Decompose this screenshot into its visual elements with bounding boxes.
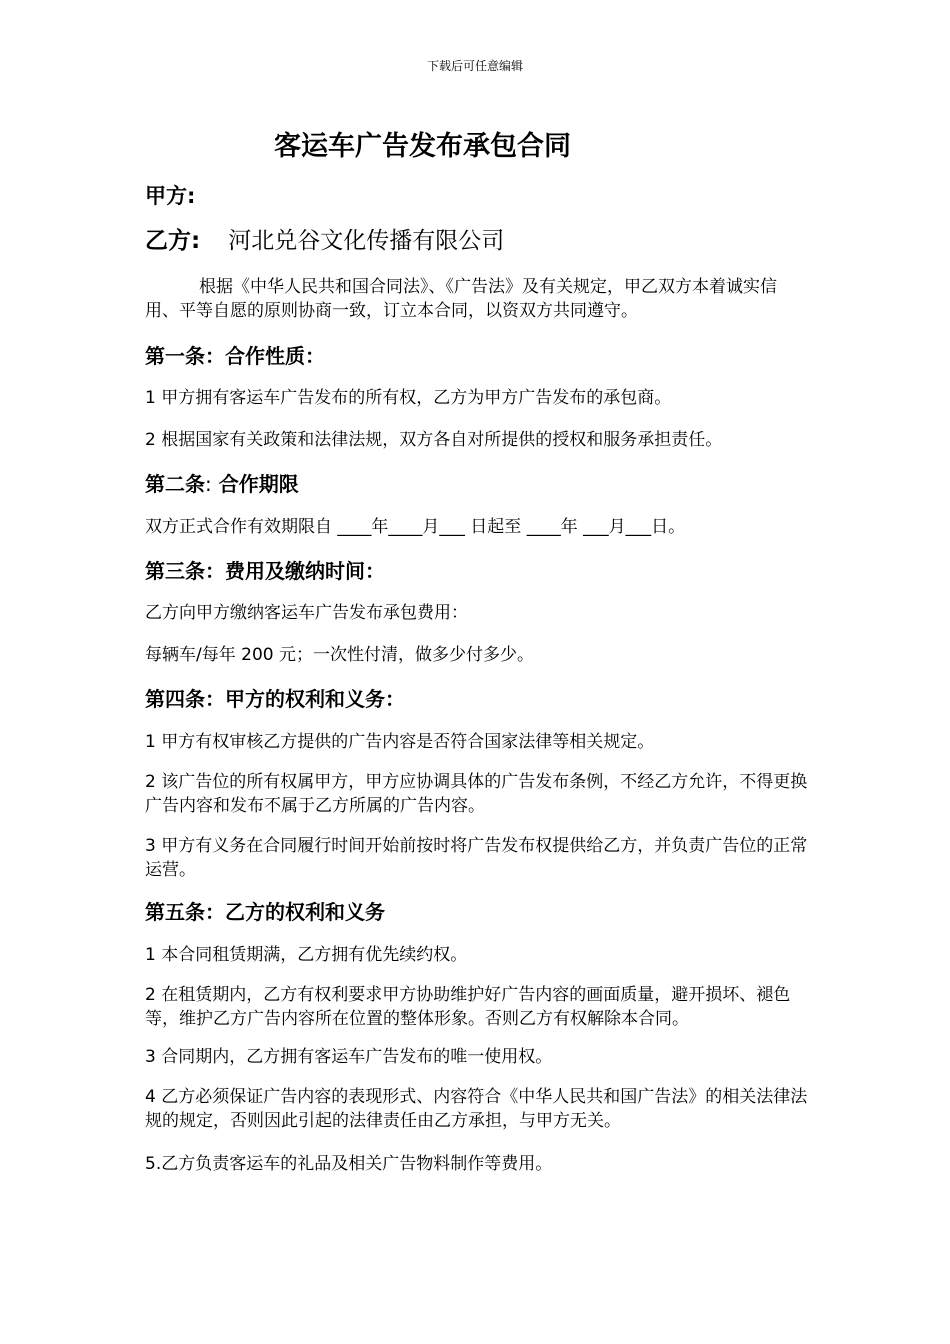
- article-5-item-4: 4 乙方必须保证广告内容的表现形式、内容符合《中华人民共和国广告法》的相关法律法规的规定，否则因此引起的法律责任由乙方承担，与甲方无关。: [145, 1087, 808, 1131]
- article-3-item-1: 乙方向甲方缴纳客运车广告发布承包费用：: [145, 603, 468, 623]
- article-2-heading: [145, 470, 810, 498]
- article-4-item-2: 2 该广告位的所有权属甲方，甲方应协调具体的广告发布条例，不经乙方允许，不得更换广告内容和发布不属于乙方所属的广告内容。: [145, 772, 808, 816]
- document-title: 客运车广告发布承包合同: [274, 131, 571, 162]
- article-1-item-2: 2 根据国家有关政策和法律法规，双方各自对所提供的授权和服务承担责任。: [145, 430, 723, 450]
- party-b-name: 河北兑谷文化传播有限公司: [228, 228, 505, 254]
- party-b-label: 乙方:: [145, 228, 201, 254]
- article-2-heading-title: 合作期限: [218, 472, 299, 496]
- article-5-item-2: 2 在租赁期内，乙方有权利要求甲方协助维护好广告内容的画面质量，避开损坏、褪色等，维护乙方广告内容所在位置的整体形象。否则乙方有权解除本合同。: [145, 985, 791, 1029]
- party-b-line: [145, 226, 810, 256]
- party-a-line: [145, 182, 810, 210]
- article-5-item-5: 5.乙方负责客运车的礼品及相关广告物料制作等费用。: [145, 1154, 553, 1174]
- article-2-term-text: 双方正式合作有效期限自 ____年____月___ 日起至 ____年 ___月___日。: [145, 517, 686, 537]
- article-1-item-1: 1 甲方拥有客运车广告发布的所有权，乙方为甲方广告发布的承包商。: [145, 388, 672, 408]
- article-3-item-2: 每辆车/每年 200 元；一次性付清，做多少付多少。: [145, 645, 534, 665]
- party-a-label: 甲方:: [145, 184, 196, 208]
- article-1-heading: 第一条：合作性质：: [145, 344, 325, 368]
- article-4-heading: 第四条：甲方的权利和义务：: [145, 687, 405, 711]
- article-5-heading: 第五条：乙方的权利和义务: [145, 900, 385, 924]
- article-5-item-1: 1 本合同租赁期满，乙方拥有优先续约权。: [145, 945, 468, 965]
- preamble-paragraph: 根据《中华人民共和国合同法》、《广告法》及有关规定，甲乙双方本着诚实信用、平等自愿的原则协商一致，订立本合同，以资双方共同遵守。: [145, 277, 777, 321]
- article-2-heading-colon: :: [205, 472, 212, 496]
- article-4-item-1: 1 甲方有权审核乙方提供的广告内容是否符合国家法律等相关规定。: [145, 732, 655, 752]
- article-4-item-3: 3 甲方有义务在合同履行时间开始前按时将广告发布权提供给乙方，并负责广告位的正常运营。: [145, 836, 808, 880]
- article-3-heading: 第三条：费用及缴纳时间：: [145, 559, 385, 583]
- article-5-item-3: 3 合同期内，乙方拥有客运车广告发布的唯一使用权。: [145, 1047, 553, 1067]
- article-2-heading-number: 第二条: [145, 472, 205, 496]
- header-note: 下载后可任意编辑: [426, 59, 523, 73]
